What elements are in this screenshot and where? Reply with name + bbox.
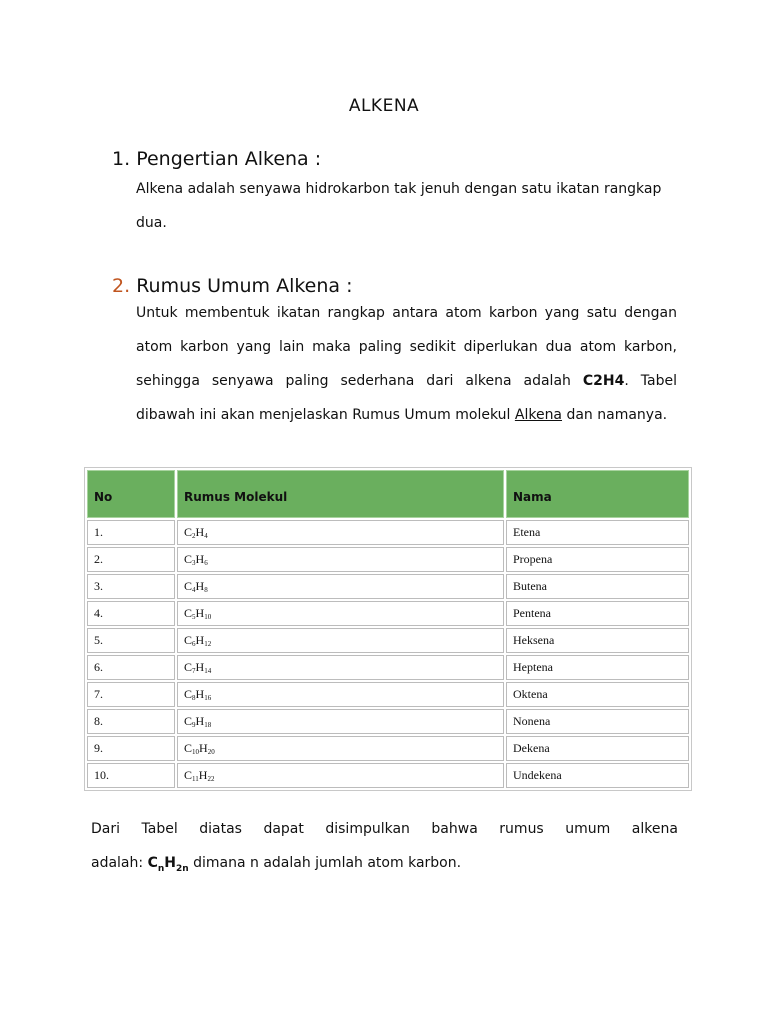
cell-name: Heksena: [506, 628, 689, 653]
conclusion-word: dapat: [263, 821, 304, 837]
alkene-table: [84, 467, 692, 791]
cell-no: 10.: [87, 763, 175, 788]
cell-no: 1.: [87, 520, 175, 545]
carbon-count: 3: [192, 559, 196, 567]
cell-no: 7.: [87, 682, 175, 707]
hydrogen-count: 6: [204, 559, 208, 567]
cell-name: Butena: [506, 574, 689, 599]
section2-number: 2.: [112, 275, 131, 297]
carbon-count: 9: [192, 721, 196, 729]
hydrogen-count: 8: [204, 586, 208, 594]
cell-no: 2.: [87, 547, 175, 572]
section1-heading: [112, 148, 321, 170]
carbon-count: 6: [192, 640, 196, 648]
table-row: [87, 574, 689, 599]
hydrogen-count: 20: [207, 748, 215, 756]
conclusion-prefix: adalah:: [91, 855, 148, 871]
section1-number: 1.: [112, 148, 131, 170]
table-row: [87, 547, 689, 572]
hydrogen-count: 14: [204, 667, 212, 675]
formula-c-sub: n: [157, 863, 165, 874]
cell-no: 5.: [87, 628, 175, 653]
table-row: [87, 628, 689, 653]
table-row: [87, 736, 689, 761]
cell-formula: $C_{11}H_{22}$: [177, 763, 504, 788]
conclusion-word: Tabel: [141, 821, 178, 837]
cell-no: 3.: [87, 574, 175, 599]
table-row: [87, 655, 689, 680]
table-row: [87, 601, 689, 626]
table-row: [87, 682, 689, 707]
carbon-count: 4: [192, 586, 196, 594]
section1-body: Alkena adalah senyawa hidrokarbon tak jenuh dengan satu ikatan rangkap dua.: [136, 181, 662, 231]
carbon-count: 2: [192, 532, 196, 540]
cell-name: Etena: [506, 520, 689, 545]
hydrogen-count: 18: [204, 721, 212, 729]
section2-title: Rumus Umum Alkena :: [136, 275, 353, 297]
page-title: ALKENA: [348, 96, 420, 116]
header-name: Nama: [506, 470, 689, 518]
conclusion-word: disimpulkan: [325, 821, 410, 837]
cell-name: Heptena: [506, 655, 689, 680]
carbon-count: 7: [192, 667, 196, 675]
table-row: [87, 709, 689, 734]
section2-heading: [112, 275, 353, 297]
cell-no: 6.: [87, 655, 175, 680]
cell-no: 9.: [87, 736, 175, 761]
table-row: [87, 763, 689, 788]
cell-name: Propena: [506, 547, 689, 572]
carbon-count: 11: [192, 775, 199, 783]
formula-c: C: [147, 855, 158, 871]
cell-name: Dekena: [506, 736, 689, 761]
section2-formula: C2H4: [582, 373, 625, 389]
cell-no: 4.: [87, 601, 175, 626]
carbon-count: 5: [192, 613, 196, 621]
conclusion-word: umum: [565, 821, 611, 837]
cell-formula: $C_2H_4$: [177, 520, 504, 545]
section2-text-3: dan namanya.: [562, 407, 668, 423]
hydrogen-count: 10: [204, 613, 212, 621]
cell-no: 8.: [87, 709, 175, 734]
carbon-count: 10: [192, 748, 200, 756]
hydrogen-count: 16: [204, 694, 212, 702]
conclusion-word: bahwa: [431, 821, 478, 837]
conclusion-word: rumus: [499, 821, 544, 837]
cell-formula: $C_4H_8$: [177, 574, 504, 599]
cell-name: Undekena: [506, 763, 689, 788]
cell-formula: $C_8H_{16}$: [177, 682, 504, 707]
hydrogen-count: 4: [204, 532, 208, 540]
cell-name: Pentena: [506, 601, 689, 626]
header-no: No: [87, 470, 175, 518]
header-formula: Rumus Molekul: [177, 470, 504, 518]
cell-formula: $C_{10}H_{20}$: [177, 736, 504, 761]
conclusion-word: Dari: [91, 821, 121, 837]
cell-name: Oktena: [506, 682, 689, 707]
cell-formula: $C_5H_{10}$: [177, 601, 504, 626]
section2-body: [136, 296, 677, 432]
formula-h: H: [164, 855, 176, 871]
cell-formula: $C_9H_{18}$: [177, 709, 504, 734]
cell-formula: $C_7H_{14}$: [177, 655, 504, 680]
general-formula: [147, 855, 189, 874]
table-body: [87, 520, 689, 788]
conclusion-word: diatas: [199, 821, 242, 837]
cell-name: Nonena: [506, 709, 689, 734]
carbon-count: 8: [192, 694, 196, 702]
cell-formula: $C_6H_{12}$: [177, 628, 504, 653]
section2-text-1: Untuk membentuk ikatan rangkap antara atom karbon yang satu dengan atom karbon yang lain maka paling sedikit diperlukan dua atom karbon, sehingga senyawa paling sederhana dari alkena adalah: [136, 305, 677, 389]
hydrogen-count: 22: [207, 775, 215, 783]
conclusion: [91, 812, 678, 886]
table-header-row: [87, 470, 689, 518]
conclusion-suffix: dimana n adalah jumlah atom karbon.: [188, 855, 462, 871]
alkena-link[interactable]: Alkena: [514, 407, 563, 423]
formula-h-sub: 2n: [175, 863, 189, 874]
section1-title: Pengertian Alkena :: [136, 148, 322, 170]
conclusion-line-1: [91, 812, 678, 846]
section2-text-2: . Tabel dibawah ini akan menjelaskan Rumus Umum molekul: [136, 373, 678, 423]
hydrogen-count: 12: [204, 640, 212, 648]
conclusion-line-2: [91, 846, 678, 886]
cell-formula: $C_3H_6$: [177, 547, 504, 572]
conclusion-word: alkena: [631, 821, 678, 837]
table-row: [87, 520, 689, 545]
